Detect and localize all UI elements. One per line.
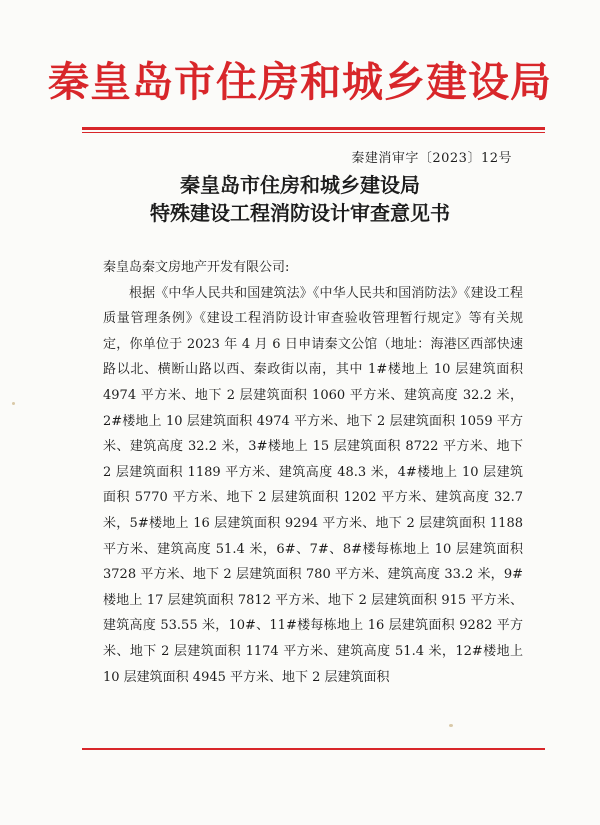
addressee: 秦皇岛秦文房地产开发有限公司: — [103, 260, 290, 275]
document-title-line2: 特殊建设工程消防设计审查意见书 — [150, 201, 450, 225]
document-number: 秦建消审字〔2023〕12号 — [351, 151, 512, 166]
letterhead-rule-thick — [82, 127, 545, 130]
letterhead-org-name: 秦皇岛市住房和城乡建设局 — [48, 58, 552, 106]
body-paragraph: 根据《中华人民共和国建筑法》《中华人民共和国消防法》《建设工程质量管理条例》《建设工程消防设计审查验收管理暂行规定》等有关规定，你单位于 2023 年 4 月 6 日申请秦文公馆（地址：海港区西部快速路以北、横断山路以西、秦政街以南，其中 1#楼地上 10 层建筑面积 4974 平方米、地下 2 层建筑面积 1060 平方米、建筑高度 32.2 米，2#楼地上 10 层建筑面积 4974 平方米、地下 2 层建筑面积 1059 平方米、建筑高度 32.2 米，3#楼地上 15 层建筑面积 8722 平方米、地下 2 层建筑面积 1189 平方米、建筑高度 48.3 米，4#楼地上 10 层建筑面积 5770 平方米、地下 2 层建筑面积 1202 平方米、建筑高度 32.7 米，5#楼地上 16 层建筑面积 9294 平方米、地下 2 层建筑面积 1188 平方米、建筑高度 51.4 米，6#、7#、8#楼每栋地上 10 层建筑面积 3728 平方米、地下 2 层建筑面积 780 平方米、建筑高度 33.2 米，9#楼地上 17 层建筑面积 7812 平方米、地下 2 层建筑面积 915 平方米、建筑高度 53.55 米，10#、11#楼每栋地上 16 层建筑面积 9282 平方米、地下 2 层建筑面积 1174 平方米、建筑高度 51.4 米，12#楼地上 10 层建筑面积 4945 平方米、地下 2 层建筑面积 — [103, 285, 523, 685]
paper-speck — [12, 402, 15, 405]
document-title-line1: 秦皇岛市住房和城乡建设局 — [180, 173, 420, 197]
letterhead-rule-thin — [82, 132, 545, 133]
footer-rule — [82, 748, 545, 750]
document-body — [103, 255, 523, 690]
paper-speck — [449, 724, 453, 727]
